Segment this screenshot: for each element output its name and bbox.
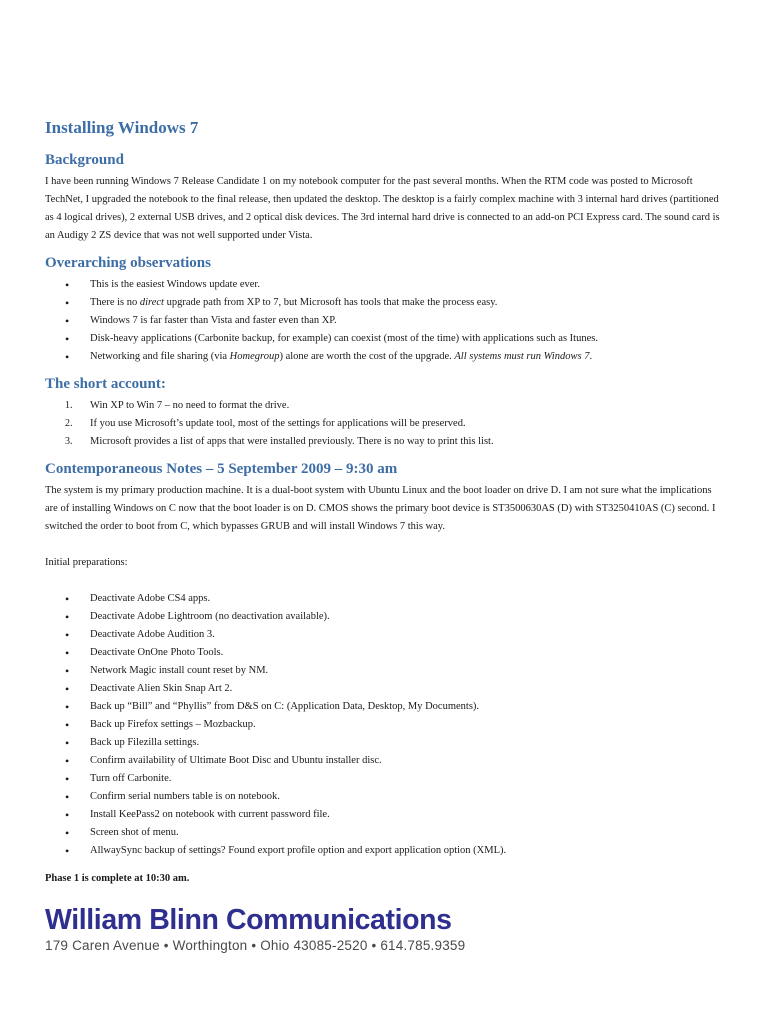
list-item: • Back up “Bill” and “Phyllis” from D&S on C: (Application Data, Desktop, My Documents). (45, 698, 725, 716)
short-account-section (45, 376, 725, 451)
background-heading: Background (45, 152, 124, 168)
letterhead-footer (45, 902, 735, 954)
observations-section (45, 255, 725, 366)
background-section (45, 152, 725, 245)
list-item: • Confirm availability of Ultimate Boot Disc and Ubuntu installer disc. (45, 752, 725, 770)
company-name: William Blinn Communications (45, 904, 452, 936)
preparations-list (45, 590, 725, 860)
list-item: • Deactivate Adobe Audition 3. (45, 626, 725, 644)
notes-paragraph: The system is my primary production machine. It is a dual-boot system with Ubuntu Linux and the boot loader on drive D. I am not sure what the implications are of installing Windows on C now that the boot loader is on D. CMOS shows the primary boot device is ST3500630AS (D) with ST3250410AS (C) second. I switched the order to boot from C, which bypasses GRUB and will install Windows 7 this way. (45, 485, 716, 532)
list-item: • Disk-heavy applications (Carbonite backup, for example) can coexist (most of the time) with applications such as Itunes. (45, 330, 725, 348)
list-item: • Deactivate Adobe Lightroom (no deactivation available). (45, 608, 725, 626)
list-item: • This is the easiest Windows update ever. (45, 276, 725, 294)
observations-heading: Overarching observations (45, 255, 211, 271)
list-item: • Screen shot of menu. (45, 824, 725, 842)
list-item: • Deactivate Alien Skin Snap Art 2. (45, 680, 725, 698)
list-item: • AllwaySync backup of settings? Found export profile option and export application option (XML). (45, 842, 725, 860)
list-item: 2. If you use Microsoft’s update tool, most of the settings for applications will be preserved. (65, 418, 466, 429)
document-title: Installing Windows 7 (45, 118, 199, 137)
notes-section (45, 461, 725, 888)
short-account-list (45, 397, 725, 451)
list-item: 3. Microsoft provides a list of apps that were installed previously. There is no way to print this list. (65, 436, 494, 447)
company-address: 179 Caren Avenue • Worthington • Ohio 43085-2520 • 614.785.9359 (45, 938, 466, 953)
list-item: • Network Magic install count reset by NM. (45, 662, 725, 680)
notes-heading: Contemporaneous Notes – 5 September 2009 – 9:30 am (45, 461, 398, 477)
observations-list (45, 276, 725, 366)
background-paragraph: I have been running Windows 7 Release Candidate 1 on my notebook computer for the past several months. When the RTM code was posted to Microsoft TechNet, I upgraded the notebook to the final release, then updated the desktop. The desktop is a fairly complex machine with 3 internal hard drives (partitioned as 4 logical drives), 2 external USB drives, and 2 optical disk devices. The 3rd internal hard drive is connected to an add-on PCI Express card. The sound card is an Audigy 2 ZS device that was not well supported under Vista. (45, 176, 720, 241)
list-item: • Windows 7 is far faster than Vista and faster even than XP. (45, 312, 725, 330)
list-item: • There is no direct upgrade path from XP to 7, but Microsoft has tools that make the process easy. (45, 294, 725, 312)
preparations-label: Initial preparations: (45, 557, 128, 568)
list-item: 1. Win XP to Win 7 – no need to format the drive. (65, 400, 290, 411)
list-item: • Confirm serial numbers table is on notebook. (45, 788, 725, 806)
phase-status: Phase 1 is complete at 10:30 am. (45, 873, 190, 884)
short-account-heading: The short account: (45, 376, 166, 392)
list-item: • Deactivate Adobe CS4 apps. (45, 590, 725, 608)
list-item: • Deactivate OnOne Photo Tools. (45, 644, 725, 662)
list-item: • Back up Filezilla settings. (45, 734, 725, 752)
document-body (45, 118, 725, 888)
list-item: • Networking and file sharing (via Homegroup) alone are worth the cost of the upgrade. All systems must run Windows 7. (45, 348, 725, 366)
list-item: • Turn off Carbonite. (45, 770, 725, 788)
list-item: • Back up Firefox settings – Mozbackup. (45, 716, 725, 734)
list-item: • Install KeePass2 on notebook with current password file. (45, 806, 725, 824)
